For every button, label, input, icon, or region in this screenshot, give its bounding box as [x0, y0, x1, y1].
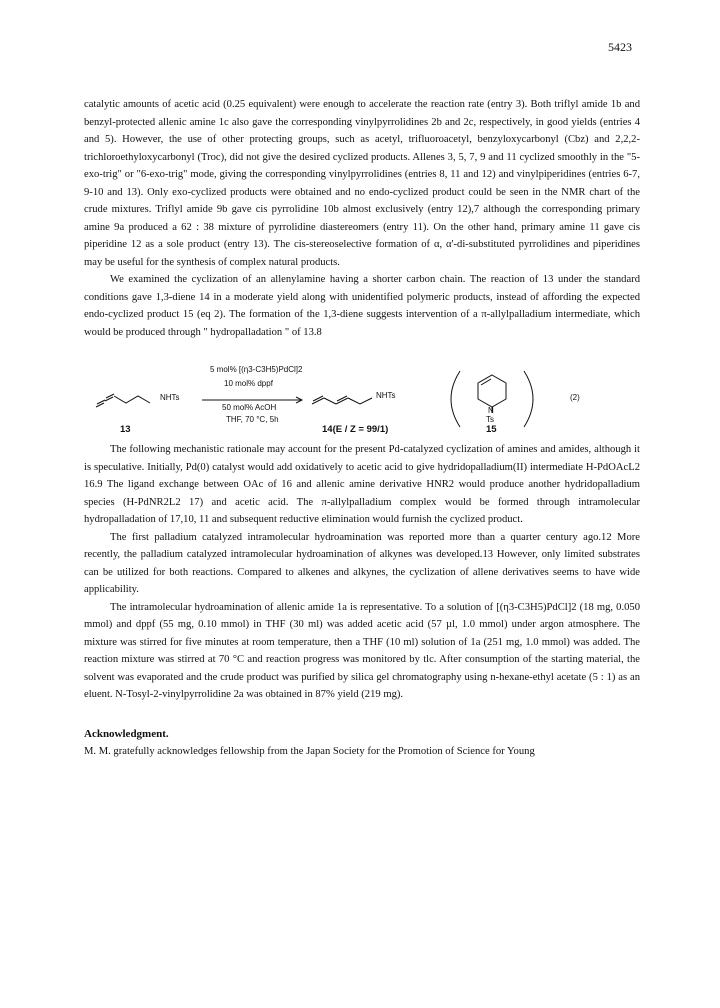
reaction-scheme-eq2: [84, 343, 640, 435]
equation-number: (2): [570, 393, 580, 402]
substrate-chain: [114, 396, 150, 403]
paragraph-4: The first palladium catalyzed intramolecular hydroamination was reported more than a quarter century ago.12 More recently, the palladium catalyzed intramolecular hydroamination of alkynes was developed.13 However, only limited substrates can be utilized for both reactions. Compared to alkenes and alkynes, the cyclization of allene derivatives seems to have wide applicability.: [84, 531, 640, 595]
paragraph-1: catalytic amounts of acetic acid (0.25 equivalent) were enough to accelerate the reaction rate (entry 3). Both triflyl amide 1b and benzyl-protected allenic amine 1c also gave the corresponding vinylpyrrolidines 2b and 2c, respectively, in good yields (entries 4 and 5). However, the use of other protecting groups, such as acetyl, trifluoroacetyl, benzyloxycarbonyl (Cbz) and 2,2,2-trichloroethyloxycarbonyl (Troc), did not give the desired cyclized products. Allenes 3, 5, 7, 9 and 11 cyclized smoothly in the "5-exo-trig" or "6-exo-trig" mode, giving the corresponding vinylpyrrolidines (entries 8, 11 and 12) and vinylpiperidines (entries 6-7, 9-10 and 13). Only exo-cyclized products were obtained and no endo-cyclized product could be seen in the NMR chart of the crude mixtures. Triflyl amide 9b gave cis pyrrolidine 10b almost exclusively (entry 12),7 although the corresponding primary amine 9a produced a 62 : 38 mixture of pyrrolidine diastereomers (entry 11). On the other hand, primary amine 11 gave cis piperidine 12 as a sole product (entry 13). The cis-stereoselective formation of α, α'-di-substituted pyrrolidines and piperidines may be useful for the synthesis of complex natural products.: [84, 99, 640, 268]
product-chain: [348, 398, 372, 404]
left-bracket: [451, 371, 460, 427]
product-group: NHTs: [376, 391, 396, 400]
label-13: 13: [120, 424, 131, 435]
label-15: 15: [486, 424, 497, 435]
page-number: 5423: [608, 40, 632, 54]
substrate-group: NHTs: [160, 393, 180, 402]
reagent-3: 50 mol% AcOH: [222, 403, 277, 412]
ring-ts: Ts: [486, 415, 494, 424]
reagent-2: 10 mol% dppf: [224, 379, 273, 388]
reagent-1: 5 mol% [(η3-C3H5)PdCl]2: [210, 365, 303, 374]
paragraph-2: We examined the cyclization of an allenylamine having a shorter carbon chain. The reaction of 13 under the standard conditions gave 1,3-diene 14 in a moderate yield along with unidentified polymeric products, instead of affording the expected endo-cyclized product 15 (eq 2). The formation of the 1,3-diene suggests intervention of a π-allylpalladium intermediate, which would be produced through " hydropalladation " of 13.8: [84, 274, 640, 338]
ring-n: N: [488, 406, 494, 415]
right-bracket: [524, 371, 533, 427]
paragraph-5: The intramolecular hydroamination of allenic amide 1a is representative. To a solution of [(η3-C3H5)PdCl]2 (18 mg, 0.050 mmol) and dppf (55 mg, 0.10 mmol) in THF (30 ml) was added acetic acid (57 µl, 1.0 mmol) under argon atmosphere. The mixture was stirred for five minutes at room temperature, then a THF (10 ml) solution of 1a (251 mg, 1.0 mmol) was added. The reaction mixture was stirred at 70 °C and reaction progress was monitored by tlc. After consumption of the starting material, the solvent was evaporated and the crude product was purified by silica gel chromatography using n-hexane-ethyl acetate (5 : 1) as an eluent. N-Tosyl-2-vinylpyrrolidine 2a was obtained in 87% yield (219 mg).: [84, 601, 640, 700]
article-body: [84, 96, 640, 761]
paragraph-3: The following mechanistic rationale may account for the present Pd-catalyzed cyclization of amines and amides, although it is speculative. Initially, Pd(0) catalyst would add oxidatively to acetic acid to give hydridopalladium(II) intermediate H-PdOAcL2 16.9 The ligand exchange between OAc of 16 and allenic amine derivative HNR2 would produce another hydridopalladium species (H-PdNR2L2 17) and acetic acid. The π-allylpalladium complex would be formed through intramolecular hydropalladation of 17,10, 11 and subsequent reductive elimination would furnish the cyclized product.: [84, 444, 640, 525]
label-14: 14(E / Z = 99/1): [322, 424, 389, 435]
conditions: THF, 70 °C, 5h: [226, 415, 279, 424]
acknowledgment-text: M. M. gratefully acknowledges fellowship from the Japan Society for the Promotion of Science for Young: [84, 746, 535, 757]
acknowledgment-heading: Acknowledgment.: [84, 727, 169, 740]
scheme-structures: [84, 343, 640, 435]
ring-15: [478, 375, 506, 407]
